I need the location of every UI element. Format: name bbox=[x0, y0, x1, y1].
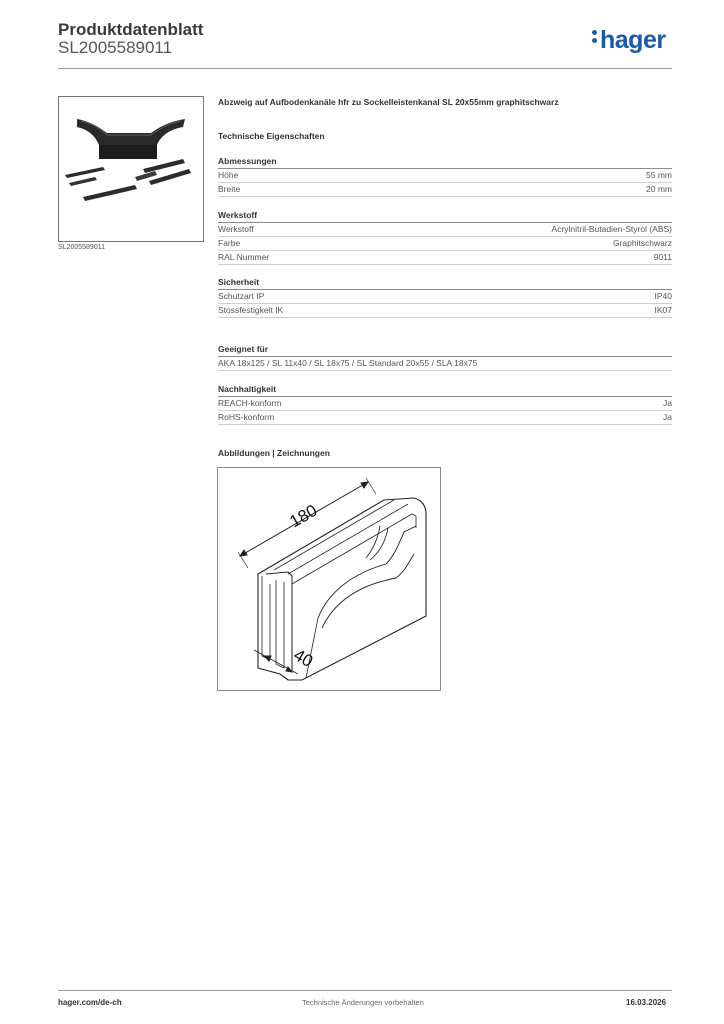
row-label: Werkstoff bbox=[218, 224, 254, 234]
section-title: Geeignet für bbox=[218, 343, 672, 357]
row-value: Ja bbox=[663, 412, 672, 422]
product-photo-icon bbox=[59, 97, 203, 241]
row-label: AKA 18x125 / SL 11x40 / SL 18x75 / SL Standard 20x55 / SLA 18x75 bbox=[218, 358, 478, 368]
row-value: Ja bbox=[663, 398, 672, 408]
footer-divider bbox=[58, 990, 672, 991]
product-image-caption: SL2005589011 bbox=[58, 244, 105, 251]
row-label: Höhe bbox=[218, 170, 239, 180]
table-row bbox=[218, 397, 672, 411]
row-label: Stossfestigkeit IK bbox=[218, 305, 284, 315]
row-value: IP40 bbox=[654, 291, 672, 301]
section-abmessungen bbox=[218, 155, 672, 197]
section-title: Abmessungen bbox=[218, 155, 672, 169]
row-label: REACH-konform bbox=[218, 398, 282, 408]
product-image bbox=[58, 96, 204, 242]
logo-text: hager bbox=[600, 26, 666, 54]
table-row bbox=[218, 169, 672, 183]
footer-website: hager.com/de-ch bbox=[58, 998, 122, 1007]
tech-properties-heading: Technische Eigenschaften bbox=[218, 131, 325, 141]
row-value: Acrylnitril-Butadien-Styrol (ABS) bbox=[551, 224, 672, 234]
header-divider bbox=[58, 68, 672, 69]
section-geeignet bbox=[218, 343, 672, 371]
row-label: Schutzart IP bbox=[218, 291, 265, 301]
row-label: Farbe bbox=[218, 238, 241, 248]
drawings-heading: Abbildungen | Zeichnungen bbox=[218, 448, 330, 458]
section-nachhaltigkeit bbox=[218, 383, 672, 425]
table-row bbox=[218, 237, 672, 251]
table-row bbox=[218, 304, 672, 318]
table-row bbox=[218, 357, 672, 371]
table-row bbox=[218, 251, 672, 265]
table-row bbox=[218, 183, 672, 197]
row-label: RAL Nummer bbox=[218, 252, 270, 262]
table-row bbox=[218, 411, 672, 425]
row-value: IK07 bbox=[654, 305, 672, 315]
product-number: SL2005589011 bbox=[58, 38, 173, 57]
table-row bbox=[218, 290, 672, 304]
section-title: Sicherheit bbox=[218, 276, 672, 290]
row-value: 55 mm bbox=[646, 170, 672, 180]
logo-dots-icon bbox=[592, 27, 598, 46]
row-value: 20 mm bbox=[646, 184, 672, 194]
dimension-width-label: 40 bbox=[290, 645, 317, 672]
dimension-length-label: 180 bbox=[286, 500, 321, 532]
row-label: RoHS-konform bbox=[218, 412, 275, 422]
footer-disclaimer: Technische Änderungen vorbehalten bbox=[302, 998, 424, 1007]
row-value: 9011 bbox=[653, 252, 672, 262]
row-value: Graphitschwarz bbox=[612, 238, 672, 248]
technical-drawing bbox=[217, 467, 441, 691]
section-werkstoff bbox=[218, 209, 672, 265]
hager-logo bbox=[592, 26, 666, 55]
section-sicherheit bbox=[218, 276, 672, 318]
dimension-drawing-icon bbox=[218, 468, 440, 690]
footer-date: 16.03.2026 bbox=[626, 998, 667, 1007]
product-description: Abzweig auf Aufbodenkanäle hfr zu Sockelleistenkanal SL 20x55mm graphitschwarz bbox=[218, 97, 559, 107]
page-title: Produktdatenblatt bbox=[58, 20, 204, 39]
table-row bbox=[218, 223, 672, 237]
section-title: Werkstoff bbox=[218, 209, 672, 223]
section-title: Nachhaltigkeit bbox=[218, 383, 672, 397]
row-label: Breite bbox=[218, 184, 241, 194]
